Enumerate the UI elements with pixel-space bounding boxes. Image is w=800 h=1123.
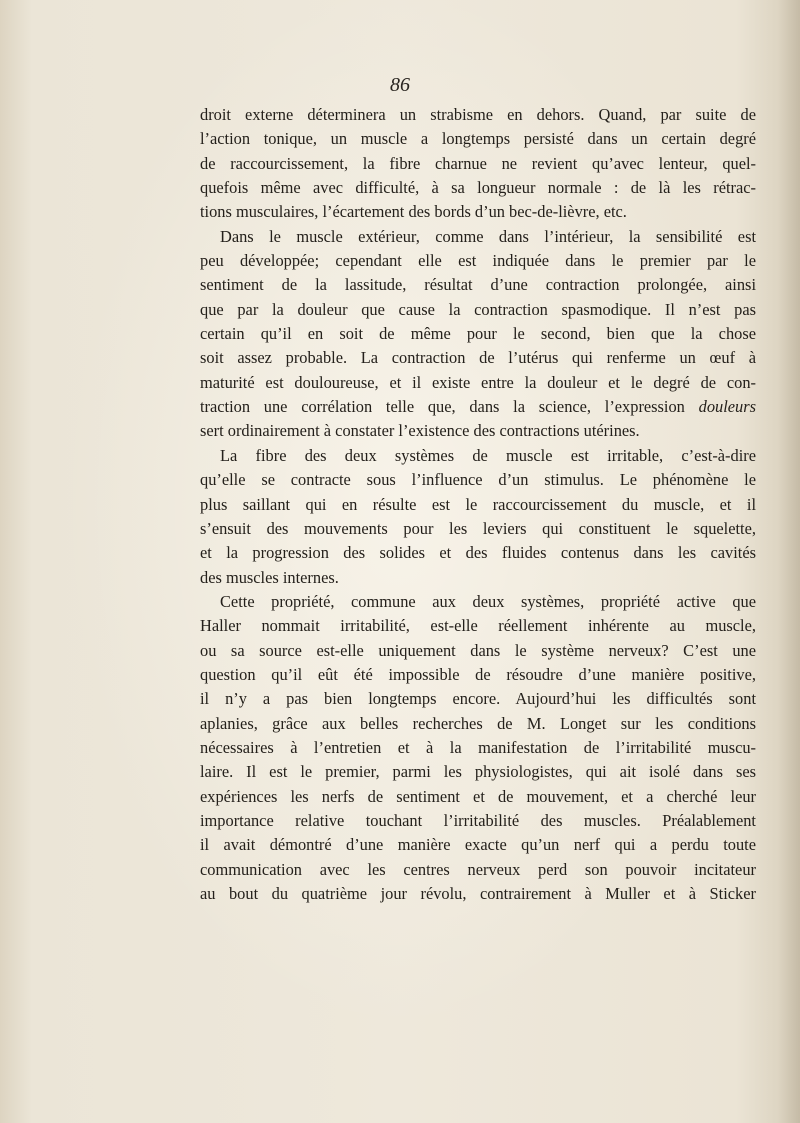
text-line: que par la douleur que cause la contraction spasmodique. Il n’est pas <box>200 299 756 319</box>
text-line: plus saillant qui en résulte est le raccourcissement du muscle, et il <box>200 494 756 514</box>
text-line: tions musculaires, l’écartement des bords d’un bec-de-lièvre, etc. <box>200 202 627 222</box>
text-line: aplanies, grâce aux belles recherches de M. Longet sur les conditions <box>200 713 756 733</box>
text-line: droit externe déterminera un strabisme en dehors. Quand, par suite de <box>200 105 756 124</box>
text-line: communication avec les centres nerveux perd son pouvoir incitateur <box>200 859 756 879</box>
text-line: Dans le muscle extérieur, comme dans l’intérieur, la sensibilité est <box>220 226 756 246</box>
text-line: il avait démontré d’une manière exacte qu’un nerf qui a perdu toute <box>200 835 756 855</box>
text-line: peu développée; cependant elle est indiquée dans le premier par le <box>200 251 756 271</box>
text-line: sert ordinairement à constater l’existence des contractions utérines. <box>200 421 640 441</box>
text-line: des muscles internes. <box>200 567 339 587</box>
text-line: Cette propriété, commune aux deux systèmes, propriété active que <box>220 591 756 611</box>
text-line: au bout du quatrième jour révolu, contrairement à Muller et à Sticker <box>200 884 756 903</box>
text-line: importance relative touchant l’irritabilité des muscles. Préalablement <box>200 810 756 830</box>
text-line: qu’elle se contracte sous l’influence d’un stimulus. Le phénomène le <box>200 470 756 490</box>
text-line-with-italic <box>200 395 756 419</box>
text-line: quefois même avec difficulté, à sa longueur normale : de là les rétrac- <box>200 178 756 198</box>
text-line: La fibre des deux systèmes de muscle est irritable, c’est-à-dire <box>220 445 756 465</box>
paragraph-3 <box>200 444 756 590</box>
text-line: ou sa source est-elle uniquement dans le système nerveux? C’est une <box>200 640 756 660</box>
paragraph-1 <box>200 103 756 225</box>
text-line: l’action tonique, un muscle a longtemps persisté dans un certain degré <box>200 129 756 149</box>
text-line: expériences les nerfs de sentiment et de mouvement, et a cherché leur <box>200 786 756 806</box>
paragraph-2 <box>200 225 756 444</box>
text-line: de raccourcissement, la fibre charnue ne revient qu’avec lenteur, quel- <box>200 153 756 173</box>
page-number: 86 <box>390 74 410 96</box>
text-line: Haller nommait irritabilité, est-elle réellement inhérente au muscle, <box>200 616 756 636</box>
text-line: certain qu’il en soit de même pour le second, bien que la chose <box>200 324 756 344</box>
text-line: nécessaires à l’entretien et à la manifestation de l’irritabilité muscu- <box>200 737 756 757</box>
italic-term: douleurs <box>698 397 756 417</box>
body-text <box>200 103 756 906</box>
text-line: question qu’il eût été impossible de résoudre d’une manière positive, <box>200 664 756 684</box>
text-line: s’ensuit des mouvements pour les leviers qui constituent le squelette, <box>200 518 756 538</box>
text-line: sentiment de la lassitude, résultat d’une contraction prolongée, ainsi <box>200 275 756 295</box>
text-line: et la progression des solides et des fluides contenus dans les cavités <box>200 543 756 563</box>
text-line: il n’y a pas bien longtemps encore. Aujourd’hui les difficultés sont <box>200 689 756 709</box>
text-line: maturité est douloureuse, et il existe entre la douleur et le degré de con- <box>200 372 756 392</box>
text-line: laire. Il est le premier, parmi les physiologistes, qui ait isolé dans ses <box>200 762 756 782</box>
paragraph-4 <box>200 590 756 906</box>
text-segment: traction une corrélation telle que, dans la science, l’expression <box>200 397 699 417</box>
page-edge-shadow <box>778 0 800 1123</box>
text-line: soit assez probable. La contraction de l’utérus qui renferme un œuf à <box>200 348 756 368</box>
